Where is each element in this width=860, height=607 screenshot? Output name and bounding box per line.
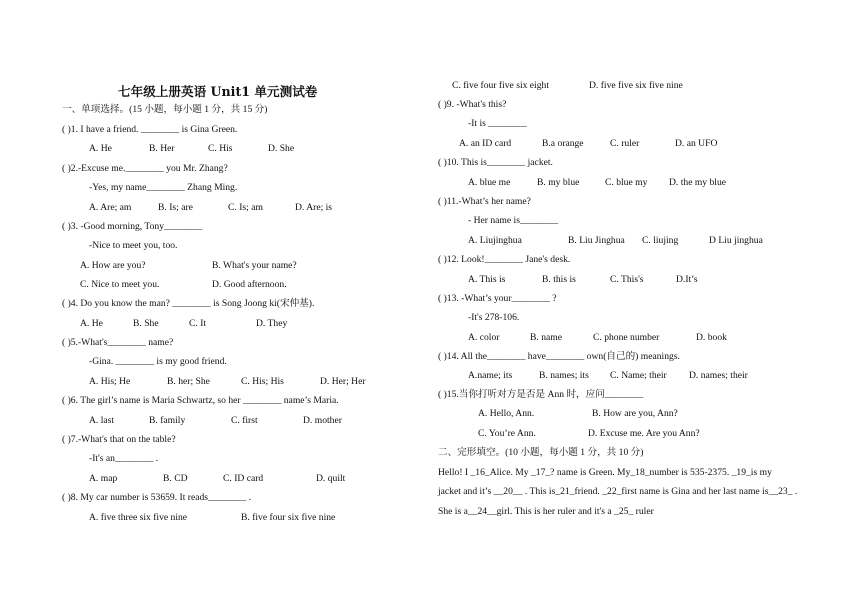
q9-option-a: A. an ID card <box>459 138 512 149</box>
q11-option-b: B. Liu Jinghua <box>568 235 625 246</box>
question-14: ( )14. All the________ have________ own(自己的) meanings. <box>438 351 680 362</box>
q7-option-b: B. CD <box>163 473 188 484</box>
q10-option-d: D. the my blue <box>669 177 727 188</box>
q3-option-b: B. What's your name? <box>212 260 297 271</box>
q3-option-d: D. Good afternoon. <box>212 279 287 290</box>
q9-option-d: D. an UFO <box>675 138 718 149</box>
question-11: ( )11.-What’s her name? <box>438 196 531 207</box>
question-8: ( )8. My car number is 53659. It reads________ . <box>62 492 252 503</box>
q7-option-c: C. ID card <box>223 473 264 484</box>
q1-option-d: D. She <box>268 143 295 154</box>
q6-option-a: A. last <box>89 415 115 426</box>
q5-option-a: A. His; He <box>89 376 131 387</box>
question-13-line2: -It's 278-106. <box>468 312 520 323</box>
question-12: ( )12. Look!________ Jane's desk. <box>438 254 571 265</box>
q3-option-c: C. Nice to meet you. <box>80 279 160 290</box>
q12-option-a: A. This is <box>468 274 506 285</box>
q12-option-c: C. This's <box>610 274 644 285</box>
q12-option-b: B. this is <box>542 274 576 285</box>
q6-option-d: D. mother <box>303 415 342 426</box>
question-10: ( )10. This is________ jacket. <box>438 157 553 168</box>
q3-option-a: A. How are you? <box>80 260 146 271</box>
question-3-line2: -Nice to meet you, too. <box>89 240 178 251</box>
q10-option-b: B. my blue <box>537 177 580 188</box>
q15-option-c: C. You’re Ann. <box>478 428 536 439</box>
q14-option-c: C. Name; their <box>610 370 667 381</box>
q11-option-d: D Liu jinghua <box>709 235 763 246</box>
q1-option-b: B. Her <box>149 143 175 154</box>
q6-option-b: B. family <box>149 415 186 426</box>
q2-option-a: A. Are; am <box>89 202 132 213</box>
page-title: 七年级上册英语 Unit1 单元测试卷 <box>118 84 318 99</box>
q4-option-c: C. It <box>189 318 207 329</box>
q7-option-d: D. quilt <box>316 473 346 484</box>
q13-option-a: A. color <box>468 332 500 343</box>
q5-option-d: D. Her; Her <box>320 376 366 387</box>
q11-option-c: C. liujing <box>642 235 679 246</box>
question-4: ( )4. Do you know the man? ________ is Song Joong ki(宋仲基). <box>62 298 315 309</box>
question-3: ( )3. -Good morning, Tony________ <box>62 221 203 232</box>
question-2-line2: -Yes, my name________ Zhang Ming. <box>89 182 238 193</box>
q11-option-a: A. Liujinghua <box>468 235 522 246</box>
q15-option-a: A. Hello, Ann. <box>478 408 535 419</box>
q4-option-a: A. He <box>80 318 103 329</box>
q2-option-b: B. Is; are <box>158 202 193 213</box>
question-13: ( )13. -What’s your________ ? <box>438 293 557 304</box>
question-5: ( )5.-What's________ name? <box>62 337 174 348</box>
q5-option-c: C. His; His <box>241 376 284 387</box>
question-5-line2: -Gina. ________ is my good friend. <box>89 356 227 367</box>
passage-line-3: She is a__24__girl. This is her ruler and it's a _25_ ruler <box>438 506 654 517</box>
question-11-line2: - Her name is________ <box>468 215 559 226</box>
q6-option-c: C. first <box>231 415 258 426</box>
question-2: ( )2.-Excuse me.________ you Mr. Zhang? <box>62 163 228 174</box>
q12-option-d: D.It’s <box>676 274 698 285</box>
q8-option-a: A. five three six five nine <box>89 512 188 523</box>
passage-line-2: jacket and it’s __20__ . This is_21_friend. _22_first name is Gina and her last name is__23_ . <box>438 486 798 497</box>
q15-option-d: D. Excuse me. Are you Ann? <box>588 428 700 439</box>
q2-option-d: D. Are; is <box>295 202 333 213</box>
q10-option-a: A. blue me <box>468 177 511 188</box>
q5-option-b: B. her; She <box>167 376 210 387</box>
question-7: ( )7.-What's that on the table? <box>62 434 176 445</box>
q4-option-b: B. She <box>133 318 159 329</box>
section2-header: 二、完形填空。(10 小题，每小题 1 分，共 10 分) <box>438 447 644 458</box>
q15-option-b: B. How are you, Ann? <box>592 408 678 419</box>
q1-option-a: A. He <box>89 143 112 154</box>
section1-header: 一、单项选择。(15 小题，每小题 1 分，共 15 分) <box>62 104 268 115</box>
q9-option-c: C. ruler <box>610 138 640 149</box>
question-9: ( )9. -What's this? <box>438 99 507 110</box>
q14-option-b: B. names; its <box>539 370 589 381</box>
q7-option-a: A. map <box>89 473 118 484</box>
passage-line-1: Hello! I _16_Alice. My _17_? name is Green. My_18_number is 535-2375. _19_is my <box>438 467 772 478</box>
q13-option-d: D. book <box>696 332 727 343</box>
question-1: ( )1. I have a friend. ________ is Gina Green. <box>62 124 238 135</box>
q14-option-d: D. names; their <box>689 370 748 381</box>
q13-option-b: B. name <box>530 332 562 343</box>
q1-option-c: C. His <box>208 143 233 154</box>
q8-option-b: B. five four six five nine <box>241 512 336 523</box>
q14-option-a: A.name; its <box>468 370 513 381</box>
question-9-line2: -It is ________ <box>468 118 527 129</box>
q8-option-c: C. five four five six eight <box>452 80 549 91</box>
q10-option-c: C. blue my <box>605 177 648 188</box>
question-6: ( )6. The girl’s name is Maria Schwartz, so her ________ name’s Maria. <box>62 395 339 406</box>
q4-option-d: D. They <box>256 318 288 329</box>
q9-option-b: B.a orange <box>542 138 584 149</box>
question-7-line2: -It's an________ . <box>89 453 159 464</box>
question-15: ( )15.当你打听对方是否是 Ann 时，应问________ <box>438 389 644 400</box>
q13-option-c: C. phone number <box>593 332 660 343</box>
q8-option-d: D. five five six five nine <box>589 80 683 91</box>
q2-option-c: C. Is; am <box>228 202 263 213</box>
